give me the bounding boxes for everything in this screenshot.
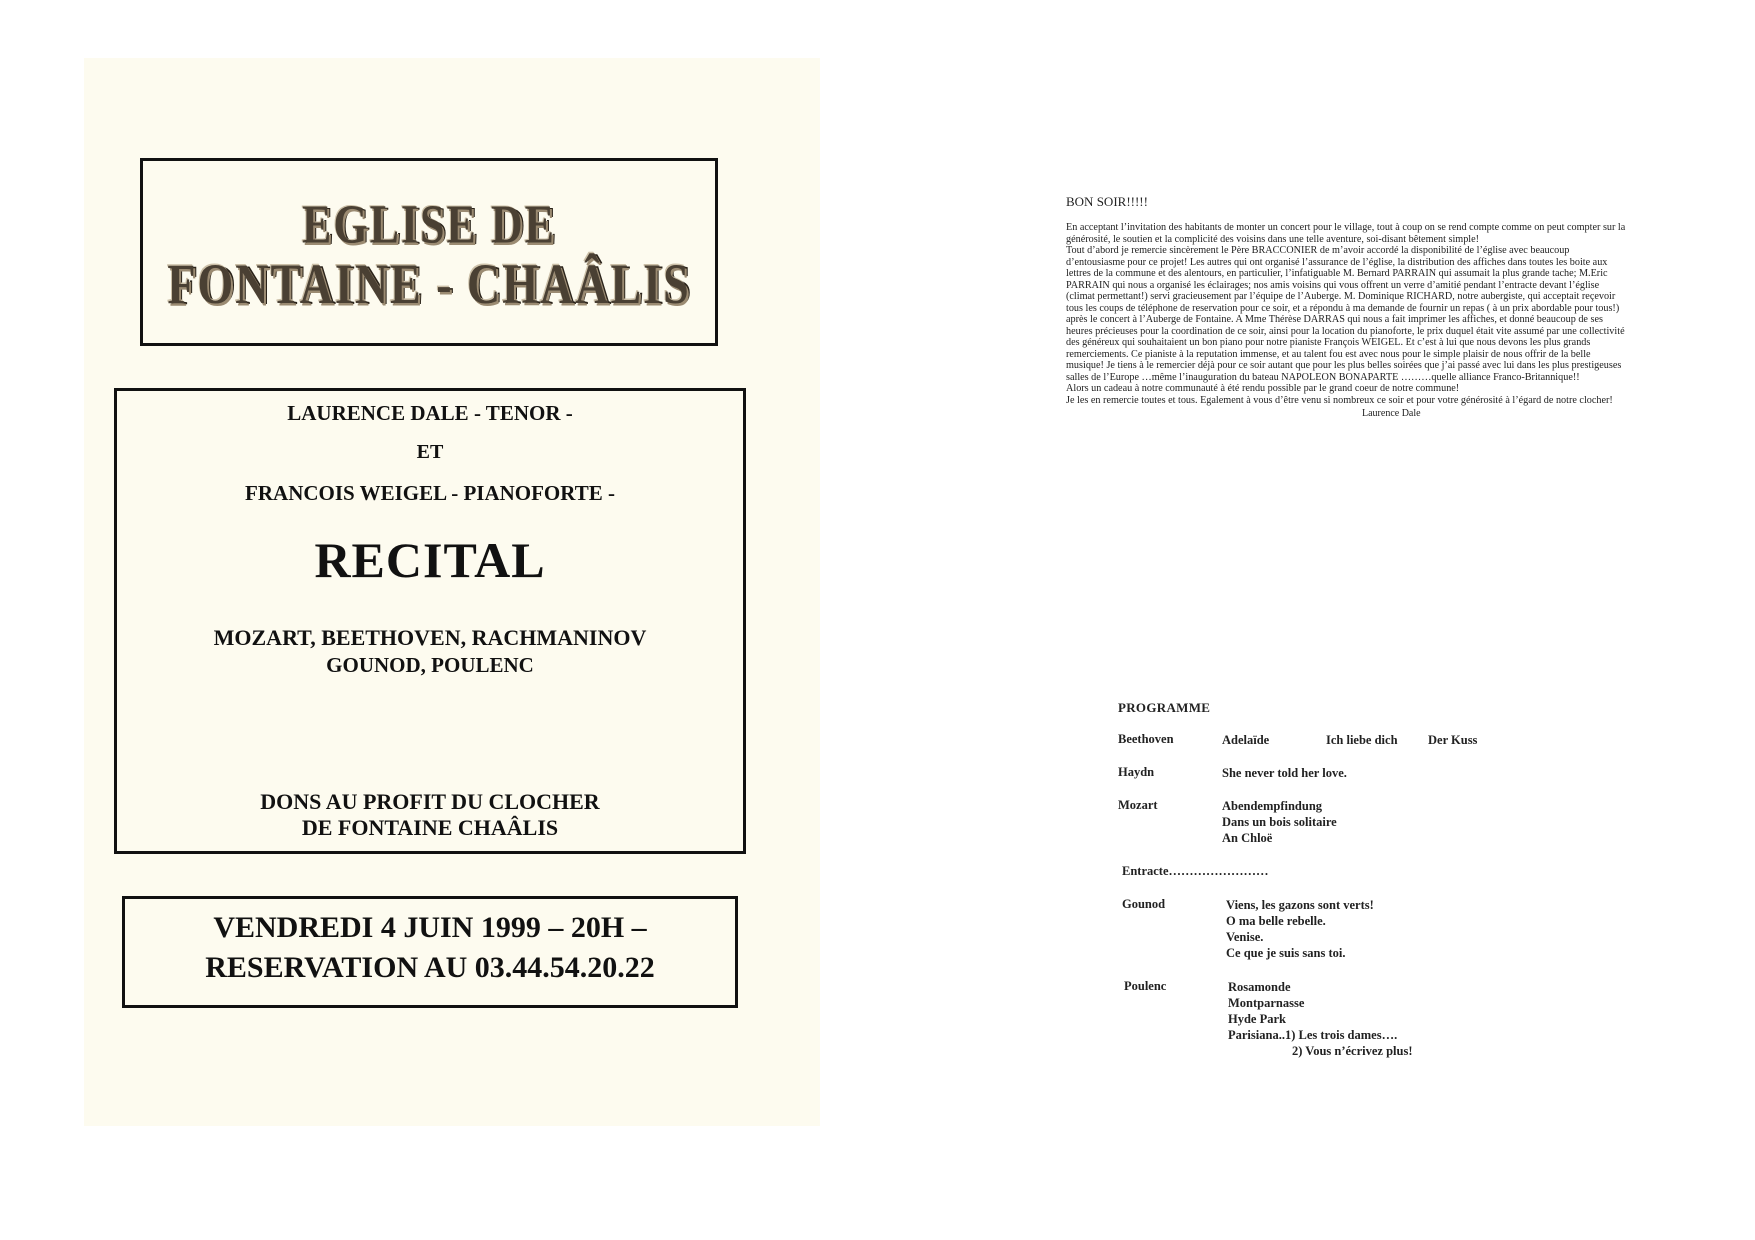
composers-line1: MOZART, BEETHOVEN, RACHMANINOV <box>213 625 647 650</box>
church-title-box <box>140 158 718 346</box>
work-title: Viens, les gazons sont verts! <box>1226 898 1374 912</box>
composers-line2: GOUNOD, POULENC <box>326 653 534 677</box>
letter-paragraph: Je les en remercie toutes et tous. Egalement à vous d’être venu si nombreux ce soir et pour votre générosité à l’égard de notre clocher! <box>1066 394 1613 406</box>
works-list <box>1222 798 1538 846</box>
work-title: Der Kuss <box>1428 733 1478 747</box>
concert-flyer <box>84 58 820 1126</box>
composer-name: Gounod <box>1122 897 1166 911</box>
programme-row-gounod <box>1118 897 1538 979</box>
work-title: Dans un bois solitaire <box>1222 815 1337 829</box>
programme-row-beethoven <box>1118 732 1538 765</box>
composer-name: Haydn <box>1118 765 1155 779</box>
works-list <box>1222 765 1538 781</box>
work-title: Venise. <box>1226 930 1264 944</box>
works-list <box>1228 979 1538 1059</box>
performer-conjunction: ET <box>416 441 444 463</box>
date-reservation-box <box>122 896 738 1008</box>
performer-tenor: LAURENCE DALE - TENOR - <box>287 401 573 425</box>
composer-name: Mozart <box>1118 798 1158 812</box>
event-title: RECITAL <box>314 532 546 588</box>
programme-title: PROGRAMME <box>1118 700 1211 715</box>
work-title: O ma belle rebelle. <box>1226 914 1326 928</box>
recital-info-box <box>114 388 746 854</box>
work-title: Abendempfindung <box>1222 799 1323 813</box>
work-title: An Chloë <box>1222 831 1273 845</box>
work-title: Montparnasse <box>1228 996 1305 1010</box>
church-title-line1: EGLISE DE <box>302 193 556 256</box>
programme-row-entracte <box>1118 864 1538 897</box>
letter-signature: Laurence Dale <box>1362 408 1421 419</box>
programme-row-mozart <box>1118 798 1538 864</box>
programme-row-poulenc <box>1118 979 1538 1059</box>
letter-body <box>1066 222 1628 406</box>
composer-name: Poulenc <box>1124 979 1167 993</box>
work-title: 2) Vous n’écrivez plus! <box>1292 1044 1413 1058</box>
event-date: VENDREDI 4 JUIN 1999 – 20H – <box>213 911 647 944</box>
thank-you-letter <box>1066 194 1628 419</box>
church-title-line2: FONTAINE - CHAÂLIS <box>167 251 691 316</box>
letter-greeting: BON SOIR!!!!! <box>1066 194 1148 209</box>
performer-pianist: FRANCOIS WEIGEL - PIANOFORTE - <box>245 481 615 505</box>
programme-row-haydn <box>1118 765 1538 798</box>
work-title: Adelaïde <box>1222 733 1270 747</box>
donation-line2: DE FONTAINE CHAÂLIS <box>301 815 559 840</box>
work-title: Hyde Park <box>1228 1012 1286 1026</box>
donation-line1: DONS AU PROFIT DU CLOCHER <box>260 789 600 814</box>
letter-paragraph: En acceptant l’invitation des habitants de monter un concert pour le village, tout à coup on se rend compte comme on peut compter sur la générosité, le soutien et la complicité des voisins dans une telle aventure, soi-disant bêtement simple! <box>1066 222 1626 245</box>
composer-name: Beethoven <box>1118 732 1174 746</box>
works-list <box>1222 732 1538 748</box>
work-title: Rosamonde <box>1228 980 1291 994</box>
work-title: Parisiana..1) Les trois dames…. <box>1228 1028 1398 1042</box>
letter-paragraph: Alors un cadeau à notre communauté à été rendu possible par le grand coeur de notre commune! <box>1066 383 1460 394</box>
work-title: Ce que je suis sans toi. <box>1226 946 1346 960</box>
work-title: She never told her love. <box>1222 766 1347 780</box>
work-title: Ich liebe dich <box>1326 733 1398 747</box>
intermission-label: Entracte…………………… <box>1122 864 1269 878</box>
works-list <box>1226 897 1538 961</box>
programme-section <box>1118 700 1538 1059</box>
reservation-phone: RESERVATION AU 03.44.54.20.22 <box>205 951 655 984</box>
letter-paragraph: Tout d’abord je remercie sincèrement le Père BRACCONIER de m’avoir accordé la disponibilité de l’église avec beaucoup d’entousiasme pour ce projet! Les autres qui ont organisé l’assurance de l’église, la distribution des affiches dans toutes les boite aux lettres de la commune et des alentours, en particulier, l’infatiguable M. Bernard PARRAIN qui assumait la plus grande tache; M.Eric PARRAIN qui nous a organisé les éclairages; nos amis voisins qui vous offrent un verre d’amitié pendant l’entracte devant l’église (climat permettant!) servi gracieusement par l’équipe de l’Auberge. M. Dominique RICHARD, notre aubergiste, qui acceptait reçevoir tous les coups de téléphone de reservation pour ce soir, et a répondu à ma demande de fournir un repas ( à un prix abordable pour tous!) après le concert à l’Auberge de Fontaine. A Mme Thérèse DARRAS qui nous a fait imprimer les affiches, et donné beaucoup de ses heures précieuses pour la coordination de ce soir, ainsi pour la location du pianoforte, le prix duquel était vite assumé par une collectivité des généreux qui souhaitaient un bon piano pour notre pianiste François WEIGEL. Et c’est à lui que nous devons les plus grands remerciements. Ce pianiste à la reputation immense, et au talent fou est avec nous pour le simple plaisir de nous offrir de la belle musique! Je tiens à le remercier déjà pour ce soir autant que pour les plus belles soirées que j’ai passé avec lui dans les plus prestigeuses salles de l’Europe …même l’inauguration du bateau NAPOLEON BONAPARTE ………quelle alliance Franco-Britannique!! <box>1066 245 1625 383</box>
